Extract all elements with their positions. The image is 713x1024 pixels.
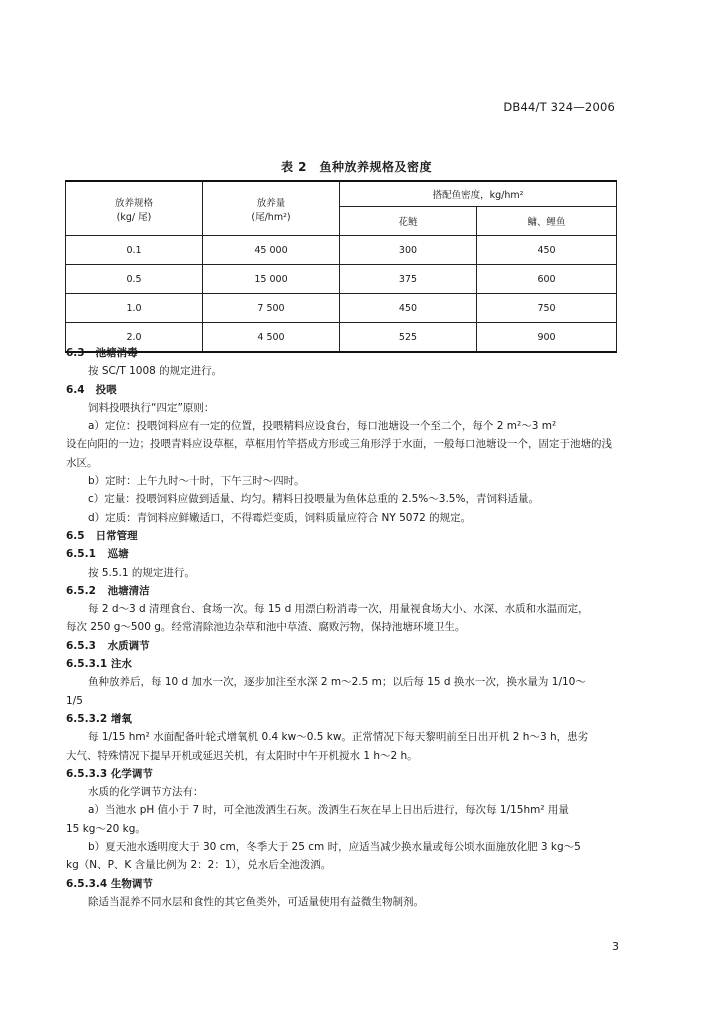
paragraph: kg（N、P、K 含量比例为 2：2：1），兑水后全池泼洒。	[66, 859, 332, 872]
cell-bighead: 300	[340, 236, 477, 265]
section-heading-6-5-3-2: 6.5.3.2 增氧	[66, 712, 132, 725]
section-heading-6-4: 6.4 投喂	[66, 383, 117, 396]
paragraph: 水质的化学调节方法有：	[88, 786, 204, 799]
paragraph: 每 2 d～3 d 清理食台、食场一次。每 15 d 用漂白粉消毒一次，用量视食场大小、水深、水质和水温而定，	[88, 603, 589, 616]
paragraph: 1/5	[66, 694, 83, 707]
cell-other: 750	[477, 294, 617, 323]
cell-amount: 4 500	[203, 323, 340, 353]
cell-bighead: 525	[340, 323, 477, 353]
cell-spec: 1.0	[66, 294, 203, 323]
section-heading-6-5: 6.5 日常管理	[66, 529, 138, 542]
document-body	[66, 344, 622, 911]
table-row	[66, 265, 617, 294]
paragraph: 15 kg～20 kg。	[66, 822, 146, 835]
paragraph: a）定位：投喂饲料应有一定的位置，投喂精料应设食台，每口池塘设一个至二个，每个 2 m²～3 m²	[88, 420, 557, 433]
paragraph: 设在向阳的一边；投喂青料应设草框，草框用竹竿搭成方形或三角形浮于水面，一般每口池塘设一个，固定于池塘的浅水区。	[66, 438, 612, 469]
cell-other: 600	[477, 265, 617, 294]
fish-stocking-table	[65, 180, 617, 353]
cell-other: 450	[477, 236, 617, 265]
cell-amount: 45 000	[203, 236, 340, 265]
paragraph: 饲料投喂执行“四定”原则：	[88, 401, 215, 414]
cell-amount: 7 500	[203, 294, 340, 323]
paragraph: d）定质：青饲料应鲜嫩适口，不得霉烂变质，饲料质量应符合 NY 5072 的规定。	[88, 511, 472, 524]
paragraph: 每次 250 g～500 g。经常清除池边杂草和池中草渣、腐败污物，保持池塘环境卫生。	[66, 621, 466, 634]
cell-spec: 2.0	[66, 323, 203, 353]
paragraph: 大气、特殊情况下提早开机或延迟关机，有太阳时中午开机搅水 1 h～2 h。	[66, 749, 418, 762]
cell-other: 900	[477, 323, 617, 353]
paragraph: 每 1/15 hm² 水面配备叶轮式增氧机 0.4 kw～0.5 kw。正常情况下每天黎明前至日出开机 2 h～3 h，患劣	[88, 731, 589, 744]
document-code: DB44/T 324—2006	[503, 100, 615, 114]
header-bighead: 花鲢	[340, 207, 477, 236]
paragraph: b）定时：上午九时～十时，下午三时～四时。	[88, 475, 305, 488]
cell-amount: 15 000	[203, 265, 340, 294]
paragraph: c）定量：投喂饲料应做到适量、均匀。精料日投喂量为鱼体总重的 2.5%～3.5%，青饲料适量。	[88, 493, 539, 506]
paragraph: 按 5.5.1 的规定进行。	[88, 566, 195, 579]
section-heading-6-5-3-1: 6.5.3.1 注水	[66, 658, 132, 671]
paragraph: b）夏天池水透明度大于 30 cm，冬季大于 25 cm 时，应适当减少换水量或每公顷水面施放化肥 3 kg～5	[88, 841, 581, 854]
table-row	[66, 294, 617, 323]
header-stocking-amount: 放养量 (尾/hm²)	[203, 181, 340, 236]
header-companion-density: 搭配鱼密度，kg/hm²	[340, 181, 617, 207]
header-stocking-spec: 放养规格 (kg/ 尾)	[66, 181, 203, 236]
section-heading-6-3: 6.3 池塘消毒	[66, 347, 138, 359]
paragraph: 鱼种放养后，每 10 d 加水一次，逐步加注至水深 2 m～2.5 m；以后每 15 d 换水一次，换水量为 1/10～	[88, 676, 586, 689]
section-heading-6-5-2: 6.5.2 池塘清洁	[66, 584, 150, 597]
paragraph: a）当池水 pH 值小于 7 时，可全池泼洒生石灰。泼洒生石灰在早上日出后进行，每次每 1/15hm² 用量	[88, 804, 569, 817]
cell-spec: 0.1	[66, 236, 203, 265]
paragraph: 按 SC/T 1008 的规定进行。	[88, 365, 223, 378]
cell-bighead: 375	[340, 265, 477, 294]
section-heading-6-5-1: 6.5.1 巡塘	[66, 548, 129, 561]
header-other-carp: 鳙、鲤鱼	[477, 207, 617, 236]
section-heading-6-5-3: 6.5.3 水质调节	[66, 639, 150, 652]
paragraph: 除适当混养不同水层和食性的其它鱼类外，可适量使用有益微生物制剂。	[88, 895, 424, 908]
cell-bighead: 450	[340, 294, 477, 323]
table-row	[66, 236, 617, 265]
section-heading-6-5-3-3: 6.5.3.3 化学调节	[66, 767, 153, 780]
cell-spec: 0.5	[66, 265, 203, 294]
section-heading-6-5-3-4: 6.5.3.4 生物调节	[66, 877, 153, 890]
table-title: 表 2 鱼种放养规格及密度	[280, 160, 433, 174]
page-number: 3	[612, 940, 619, 953]
